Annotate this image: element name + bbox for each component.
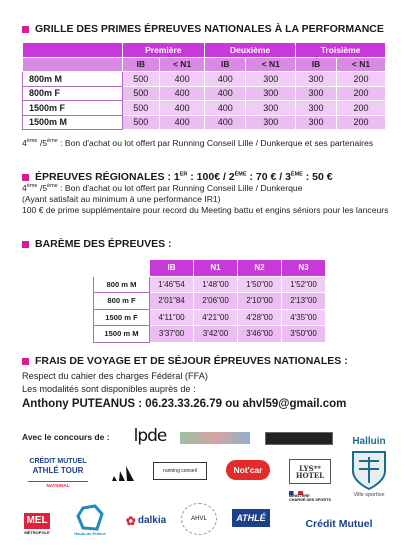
table-row: 800 m F 2'01"84 2'06"00 2'10"00 2'13"00	[94, 293, 326, 310]
halluin-logo: Halluin Ville sportive	[346, 428, 392, 508]
adidas-stripes-icon	[110, 463, 136, 483]
section-title-frais	[22, 355, 348, 367]
section-title-text: GRILLE DES PRIMES ÉPREUVES NATIONALES À LA PERFORMANCE	[35, 23, 384, 35]
row-label: 1500 m F	[94, 309, 150, 326]
dalkia-flower-icon: ✿	[125, 514, 136, 528]
col-header: N3	[282, 260, 326, 277]
section-title-text: FRAIS DE VOYAGE ET DE SÉJOUR ÉPREUVES NATIONALES :	[35, 355, 348, 367]
section-title-bareme	[22, 238, 172, 250]
col-header: N2	[238, 260, 282, 277]
regionales-text: 4ème /5ème : Bon d'achat ou lot offert par Running Conseil Lille / Dunkerque (Ayant satisfait au minimum à une performance IR1) 100 € de prime supplémentaire pour record du Meeting battu et engins séniors pour les lanceurs	[22, 183, 389, 215]
notcar-logo: Not'car	[226, 460, 270, 480]
section-title-primes-nationales	[22, 23, 384, 35]
row-label: 1500 m M	[94, 326, 150, 343]
credit-mutuel-athle-tour-logo: CRÉDIT MUTUEL ATHLÉ TOUR NATIONAL	[29, 457, 87, 488]
ministere-sports-logo: MINISTÈRE CHARGÉ DES SPORTS	[289, 488, 337, 506]
bullet-square-icon	[22, 241, 29, 248]
group-header-troisieme: Troisième	[296, 43, 386, 58]
halluin-shield-icon	[349, 449, 389, 491]
contact-line: Anthony PUTEANUS : 06.23.33.26.79 ou ahvl59@gmail.com	[22, 398, 347, 410]
running-conseil-logo: running conseil	[153, 462, 207, 480]
adidas-logo	[110, 462, 136, 484]
sub-header: IB	[122, 57, 160, 72]
bareme-table	[93, 259, 326, 343]
mel-metropole-logo: MEL MÉTROPOLE	[24, 515, 50, 535]
section-title-text: ÉPREUVES RÉGIONALES : 1ER : 100€ / 2ÈME : 70 € / 3ÈME : 50 €	[35, 171, 333, 183]
row-label: 800 m M	[94, 276, 150, 293]
row-label: 1500m F	[23, 101, 123, 116]
lys-hotel-logo: LYS** HOTEL	[289, 459, 331, 484]
sponsor-banner-logo	[180, 432, 250, 444]
bullet-square-icon	[22, 174, 29, 181]
athletisme-halluin-logo: AHVL	[181, 503, 217, 535]
sponsor-dark-banner-logo	[265, 432, 333, 445]
sub-header: < N1	[160, 57, 205, 72]
row-label: 800m M	[23, 72, 123, 87]
sub-header: < N1	[246, 57, 296, 72]
table-row: 800 m M 1'46"54 1'48"00 1'50"00 1'52"00	[94, 276, 326, 293]
table-row: 800m F 500 400 400 300 300 200	[23, 86, 386, 101]
table-row: 1500m M 500 400 400 300 300 200	[23, 115, 386, 130]
col-header: IB	[150, 260, 194, 277]
bullet-square-icon	[22, 26, 29, 33]
sub-header: IB	[296, 57, 337, 72]
row-label: 1500m M	[23, 115, 123, 130]
table-row: 1500m F 500 400 400 300 300 200	[23, 101, 386, 116]
sub-header: < N1	[336, 57, 385, 72]
sponsors-label: Avec le concours de :	[22, 432, 110, 442]
table-row: 1500 m M 3'37'00 3'42'00 3'46"00 3'50"00	[94, 326, 326, 343]
dalkia-logo: ✿ dalkia	[125, 514, 167, 528]
sub-header: IB	[205, 57, 246, 72]
frais-text: Respect du cahier des charges Fédéral (FFA) Les modalités sont disponibles auprès de :	[22, 371, 208, 394]
table-row: 1500 m F 4'11"00 4'21"00 4'28"00 4'35"00	[94, 309, 326, 326]
primes-note: 4ème /5ème : Bon d'achat ou lot offert par Running Conseil Lille / Dunkerque et ses partenaires	[22, 138, 374, 148]
athle-logo: ATHLÉ	[232, 509, 270, 527]
group-header-premiere: Première	[122, 43, 205, 58]
primes-table	[22, 42, 386, 130]
row-label: 800m F	[23, 86, 123, 101]
section-title-text: BARÈME DES ÉPREUVES :	[35, 238, 172, 250]
lpde-logo: lpde	[133, 425, 167, 446]
row-label: 800 m F	[94, 293, 150, 310]
bullet-square-icon	[22, 358, 29, 365]
hauts-de-france-logo: Hauts-de-France	[70, 500, 110, 540]
hdf-region-icon	[75, 504, 105, 532]
group-header-deuxieme: Deuxième	[205, 43, 296, 58]
credit-mutuel-logo: Crédit Mutuel	[305, 517, 373, 530]
col-header: N1	[194, 260, 238, 277]
section-title-regionales	[22, 171, 333, 183]
table-row: 800m M 500 400 400 300 300 200	[23, 72, 386, 87]
